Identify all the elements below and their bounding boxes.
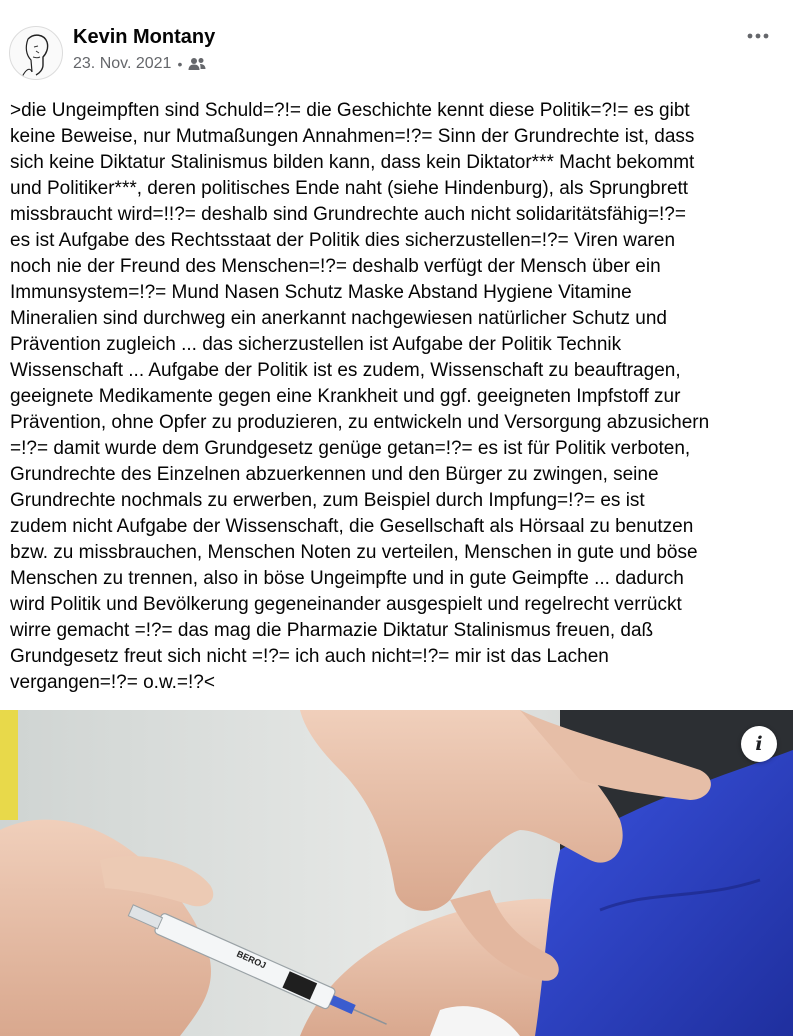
post-text: >die Ungeimpften sind Schuld=?!= die Geschichte kennt diese Politik=?!= es gibt keine Beweise, nur Mutmaßungen Annahmen=!?= Sinn der Grundrechte ist, dass sich keine Diktatur Stalinismus bilden kann, dass kein Diktator*** Macht bekommt und Politiker***, deren politisches Ende naht (siehe Hindenburg), als Sprungbrett missbraucht wird=!!?= deshalb sind Grundrechte auch nicht solidaritätsfähig=!?= es ist Aufgabe des Rechtsstaat der Politik dies sicherzustellen=!?= Viren waren noch nie der Freund des Menschen=!?= deshalb verfügt der Mensch über ein Immunsystem=!?= Mund Nasen Schutz Maske Abstand Hygiene Vitamine Mineralien sind durchweg ein anerkannt nachgewiesen natürlicher Schutz und Prävention zugleich ... das sicherzustellen ist Aufgabe der Politik Technik Wissenschaft ... Aufgabe der Politik ist es zudem, Wissenschaft zu beauftragen, geeignete Medikamente gegen eine Krankheit und ggf. geeigneten Impfstoff zur Prävention, ohne Opfer zu produzieren, zu entwickeln und Versorgung abzusichern =!?= damit wurde dem Grundgesetz genüge getan=!?= es ist für Politik verboten, Grundrechte des Einzelnen abzuerkennen und den Bürger zu zwingen, seine Grundrechte nochmals zu erwerben, zum Beispiel durch Impfung=!?= es ist zudem nicht Aufgabe der Wissenschaft, die Gesellschaft als Hörsaal zu benutzen bzw. zu missbrauchen, Menschen Noten zu verteilen, Menschen in gute und böse Menschen zu trennen, also in böse Ungeimpfte und in gute Geimpfte ... dadurch wird Politik und Bevölkerung gegeneinander ausgespielt und regelrecht verrückt wirre gemacht =!?= das mag die Pharmazie Diktatur Stalinismus freuen, daß Grundgesetz freut sich nicht =!?= ich auch nicht=!?= mir ist das Lachen vergangen=!?= o.w.=!?< xyxy=(10,100,710,693)
author-name[interactable]: Kevin Montany xyxy=(73,26,216,48)
avatar-sketch-icon xyxy=(10,27,62,79)
vaccination-photo xyxy=(0,710,793,1036)
post-header xyxy=(0,0,793,90)
post-meta xyxy=(73,55,206,73)
post-photo[interactable] xyxy=(0,710,793,1036)
more-options-icon[interactable] xyxy=(740,24,776,48)
post-date[interactable]: 23. Nov. 2021 xyxy=(73,55,172,72)
info-icon[interactable]: i xyxy=(741,726,777,762)
meta-separator: • xyxy=(177,56,183,72)
syringe-label: BEROJ xyxy=(235,948,268,971)
avatar[interactable] xyxy=(9,26,63,80)
friends-icon[interactable] xyxy=(188,57,206,71)
